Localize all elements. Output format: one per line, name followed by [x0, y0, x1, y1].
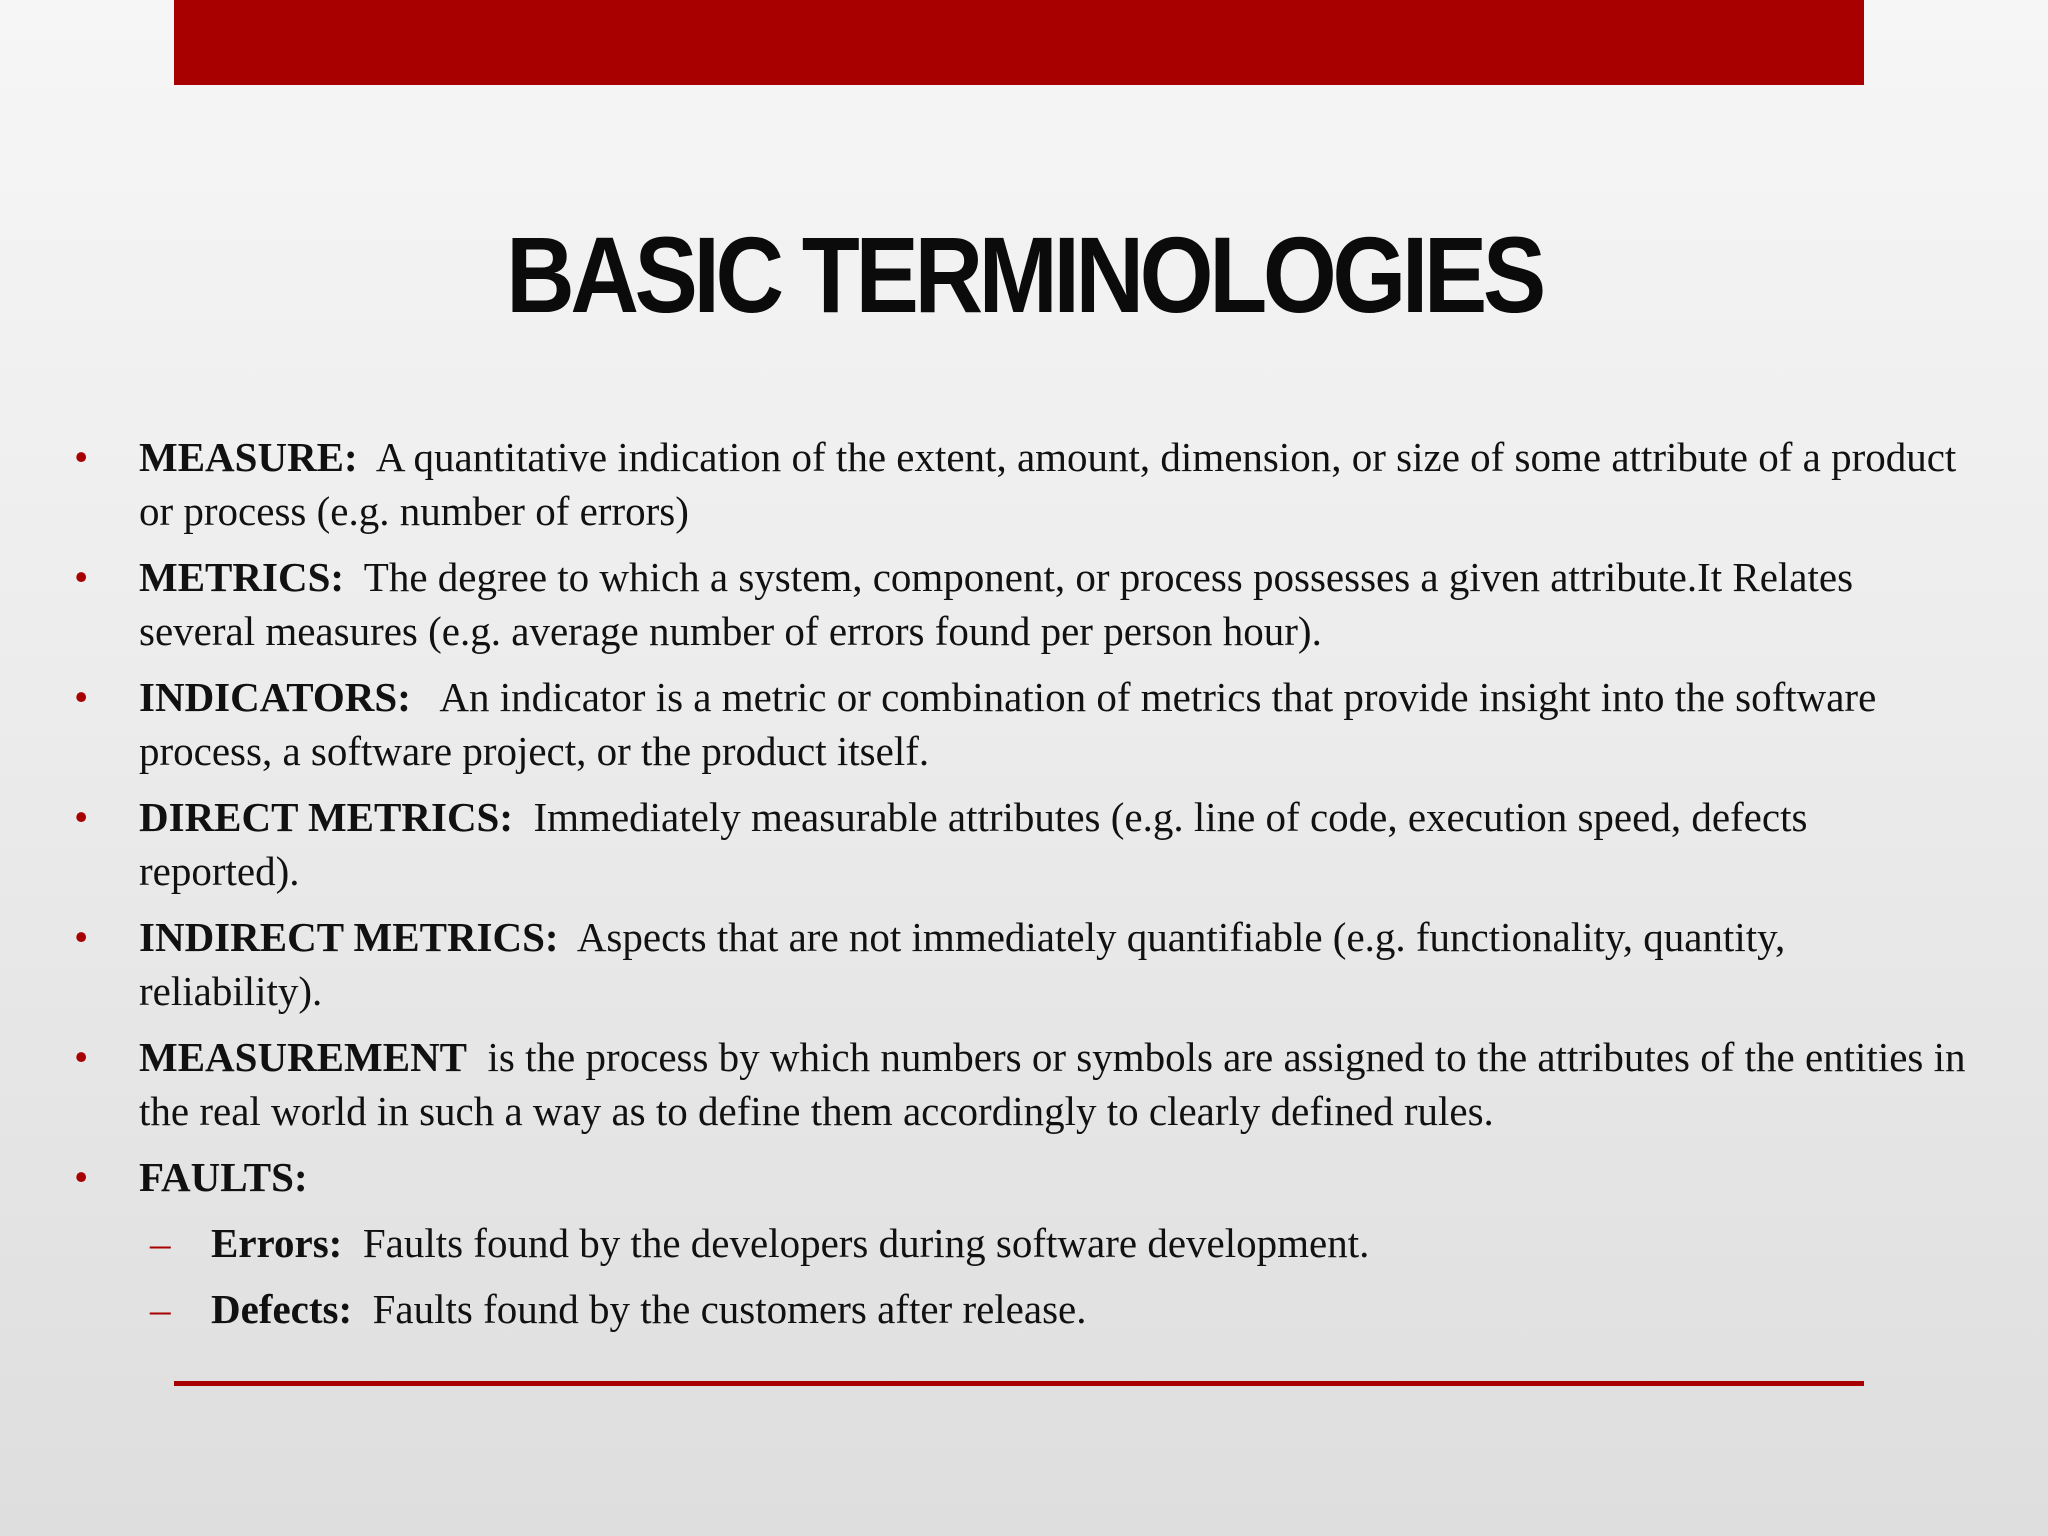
term-definition: Faults found by the developers during software development.	[342, 1220, 1370, 1266]
term-label: MEASURE:	[139, 434, 358, 480]
bullet-marker: •	[74, 1154, 89, 1200]
term-definition: Faults found by the customers after release.	[352, 1286, 1087, 1332]
term-definition: An indicator is a metric or combination of metrics that provide insight into the software process, a software project, or the product itself.	[139, 674, 1887, 774]
bullet-list	[74, 430, 1974, 1348]
term-label: DIRECT METRICS:	[139, 794, 514, 840]
bullet-marker: •	[74, 674, 89, 720]
term-definition: A quantitative indication of the extent, amount, dimension, or size of some attribute of a product or process (e.g. number of errors)	[139, 434, 1967, 534]
term-label: Defects:	[211, 1286, 353, 1332]
bullet-item-faults	[74, 1150, 1974, 1204]
bullet-marker: •	[74, 1034, 89, 1080]
bullet-item-indirect-metrics	[74, 910, 1974, 1018]
sub-item-defects	[74, 1282, 1974, 1336]
bullet-marker: •	[74, 914, 89, 960]
term-definition: Immediately measurable attributes (e.g. line of code, execution speed, defects reported).	[139, 794, 1818, 894]
term-definition: is the process by which numbers or symbols are assigned to the attributes of the entities in the real world in such a way as to define them accordingly to clearly defined rules.	[139, 1034, 1976, 1134]
slide-title: BASIC TERMINOLOGIES	[506, 214, 1542, 335]
bullet-marker: •	[74, 554, 89, 600]
bullet-item-measure	[74, 430, 1974, 538]
term-definition: The degree to which a system, component, or process possesses a given attribute.It Relates several measures (e.g. average number of errors found per person hour).	[139, 554, 1864, 654]
sub-bullet-marker: –	[150, 1286, 171, 1332]
term-label: METRICS:	[139, 554, 345, 600]
term-label: Errors:	[211, 1220, 343, 1266]
term-label: INDIRECT METRICS:	[139, 914, 559, 960]
bullet-item-direct-metrics	[74, 790, 1974, 898]
bullet-marker: •	[74, 794, 89, 840]
sub-item-errors	[74, 1216, 1974, 1270]
term-label: FAULTS:	[139, 1154, 308, 1200]
sub-bullet-marker: –	[150, 1220, 171, 1266]
term-label: INDICATORS:	[139, 674, 411, 720]
top-accent-bar	[174, 0, 1864, 85]
term-definition: Aspects that are not immediately quantifiable (e.g. functionality, quantity, reliability).	[139, 914, 1796, 1014]
bullet-item-indicators	[74, 670, 1974, 778]
bullet-marker: •	[74, 434, 89, 480]
bullet-item-metrics	[74, 550, 1974, 658]
bullet-item-measurement	[74, 1030, 1974, 1138]
bottom-accent-rule	[174, 1381, 1864, 1386]
term-label: MEASUREMENT	[139, 1034, 468, 1080]
